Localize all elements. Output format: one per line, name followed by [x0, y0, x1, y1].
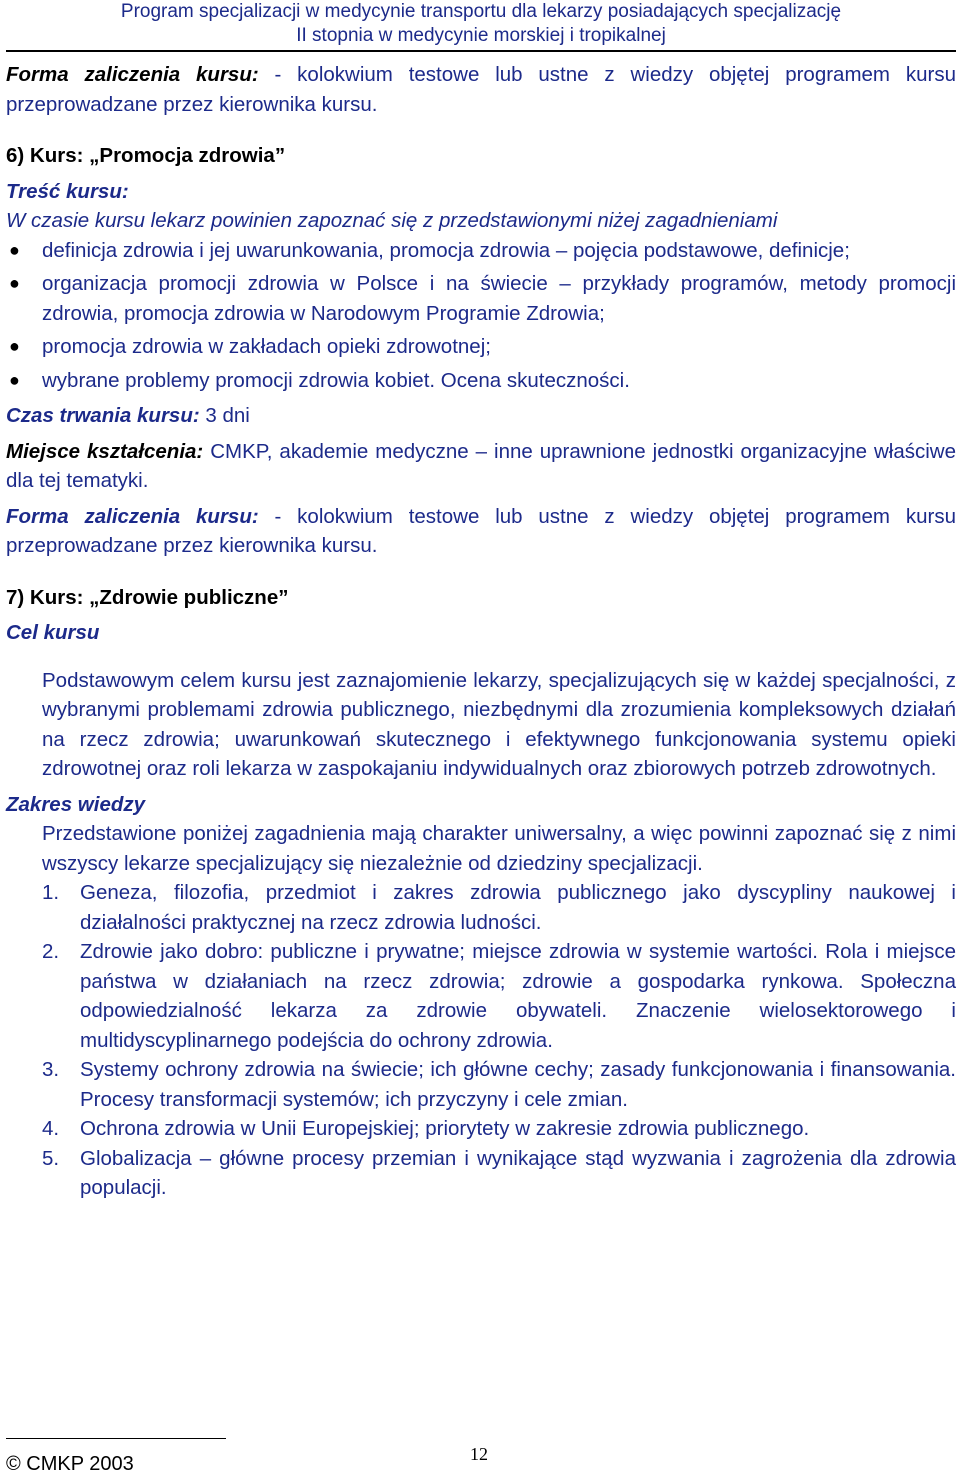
course7-zakres-label: Zakres wiedzy: [6, 792, 146, 816]
page-number: 12: [470, 1444, 488, 1464]
top-forma-paragraph: [6, 60, 956, 119]
page-header: [6, 0, 956, 52]
list-item: 2. Zdrowie jako dobro: publiczne i prywatne; miejsce zdrowia w systemie wartości. Rola i miejsce państwa w działaniach na rzecz zdrowia; zdrowie a gospodarka rynkowa. Społeczna odpowiedzialność lekarza za zdrowie obywateli. Znaczenie wielosektorowego i multidyscyplinarnego podejścia do ochrony zdrowia.: [42, 940, 956, 1052]
header-line-1: Program specjalizacji w medycynie transportu dla lekarzy posiadających specjalizację: [120, 1, 842, 22]
forma-label: Forma zaliczenia kursu:: [6, 504, 259, 528]
course6-intro: W czasie kursu lekarz powinien zapoznać się z przedstawionymi niżej zagadnieniami: [6, 209, 778, 232]
forma-value: - kolokwium testowe lub ustne z wiedzy objętej programem kursu przeprowadzane przez kierownika kursu.: [6, 504, 956, 557]
top-forma-label: Forma zaliczenia kursu:: [6, 63, 259, 86]
list-item: ● definicja zdrowia i jej uwarunkowania, promocja zdrowia – pojęcia podstawowe, definicje;: [6, 236, 956, 266]
course7-cel-text: Podstawowym celem kursu jest zaznajomienie lekarzy, specjalizujących się w każdej specjalności, z wybranymi problemami zdrowia publicznego, niezbędnymi dla zrozumienia kompleksowych działań na rzecz zdrowia; uwarunkowań skutecznego i efektywnego funkcjonowania systemu opieki zdrowotnej oraz roli lekarza w zaspokajaniu indywidualnych oraz zbiorowych potrzeb zdrowotnych.: [42, 668, 956, 780]
copyright-text: © CMKP 2003: [6, 1453, 134, 1475]
course6-topic-list: [6, 236, 956, 396]
course6-forma: [6, 502, 956, 561]
czas-label: Czas trwania kursu:: [6, 404, 200, 427]
header-line-2: II stopnia w medycynie morskiej i tropikalnej: [296, 25, 666, 46]
document-page: [6, 0, 956, 1476]
course6-czas: [6, 401, 956, 431]
top-forma-text: - kolokwium testowe lub ustne z wiedzy objętej programem kursu przeprowadzane przez kierownika kursu.: [6, 63, 956, 116]
footer-rule: [6, 1438, 226, 1439]
czas-value: 3 dni: [199, 404, 250, 427]
bullet-icon: ●: [9, 239, 20, 260]
miejsce-label: Miejsce kształcenia:: [6, 439, 204, 463]
list-item: 4. Ochrona zdrowia w Unii Europejskiej; priorytety w zakresie zdrowia publicznego.: [42, 1117, 810, 1140]
list-item: ● wybrane problemy promocji zdrowia kobiet. Ocena skuteczności.: [6, 366, 956, 396]
list-item: 1. Geneza, filozofia, przedmiot i zakres zdrowia publicznego jako dyscypliny naukowej i działalności praktycznej na rzecz zdrowia ludności.: [42, 881, 956, 934]
bullet-icon: ●: [9, 336, 20, 356]
list-item: ● organizacja promocji zdrowia w Polsce i na świecie – przykłady programów, metody promocji zdrowia, promocja zdrowia w Narodowym Programie Zdrowia;: [6, 269, 956, 328]
list-item: 3. Systemy ochrony zdrowia na świecie; ich główne cechy; zasady funkcjonowania i finansowania. Procesy transformacji systemów; ich przyczyny i cele zmian.: [42, 1058, 956, 1111]
course7-cel-label: Cel kursu: [6, 621, 100, 644]
course7-zakres-intro: Przedstawione poniżej zagadnienia mają charakter uniwersalny, a więc powinni zapoznać się z nimi wszyscy lekarze specjalizujący się niezależnie od dziedziny specjalizacji.: [42, 822, 956, 875]
page-footer: [6, 1438, 956, 1476]
bullet-icon: ●: [9, 369, 20, 390]
course7-topic-list: [6, 878, 956, 1203]
list-item: 5. Globalizacja – główne procesy przemian i wynikające stąd wyzwania i zagrożenia dla zdrowia populacji.: [42, 1146, 956, 1199]
list-item: ● promocja zdrowia w zakładach opieki zdrowotnej;: [6, 332, 956, 362]
course7-heading: 7) Kurs: „Zdrowie publiczne”: [6, 585, 289, 609]
course6-tresc-label: Treść kursu:: [6, 179, 129, 203]
miejsce-value: CMKP, akademie medyczne – inne uprawnione jednostki organizacyjne właściwe dla tej tematyki.: [6, 439, 956, 492]
course6-heading: 6) Kurs: „Promocja zdrowia”: [6, 144, 286, 167]
course6-miejsce: [6, 437, 956, 496]
bullet-icon: ●: [9, 273, 20, 293]
